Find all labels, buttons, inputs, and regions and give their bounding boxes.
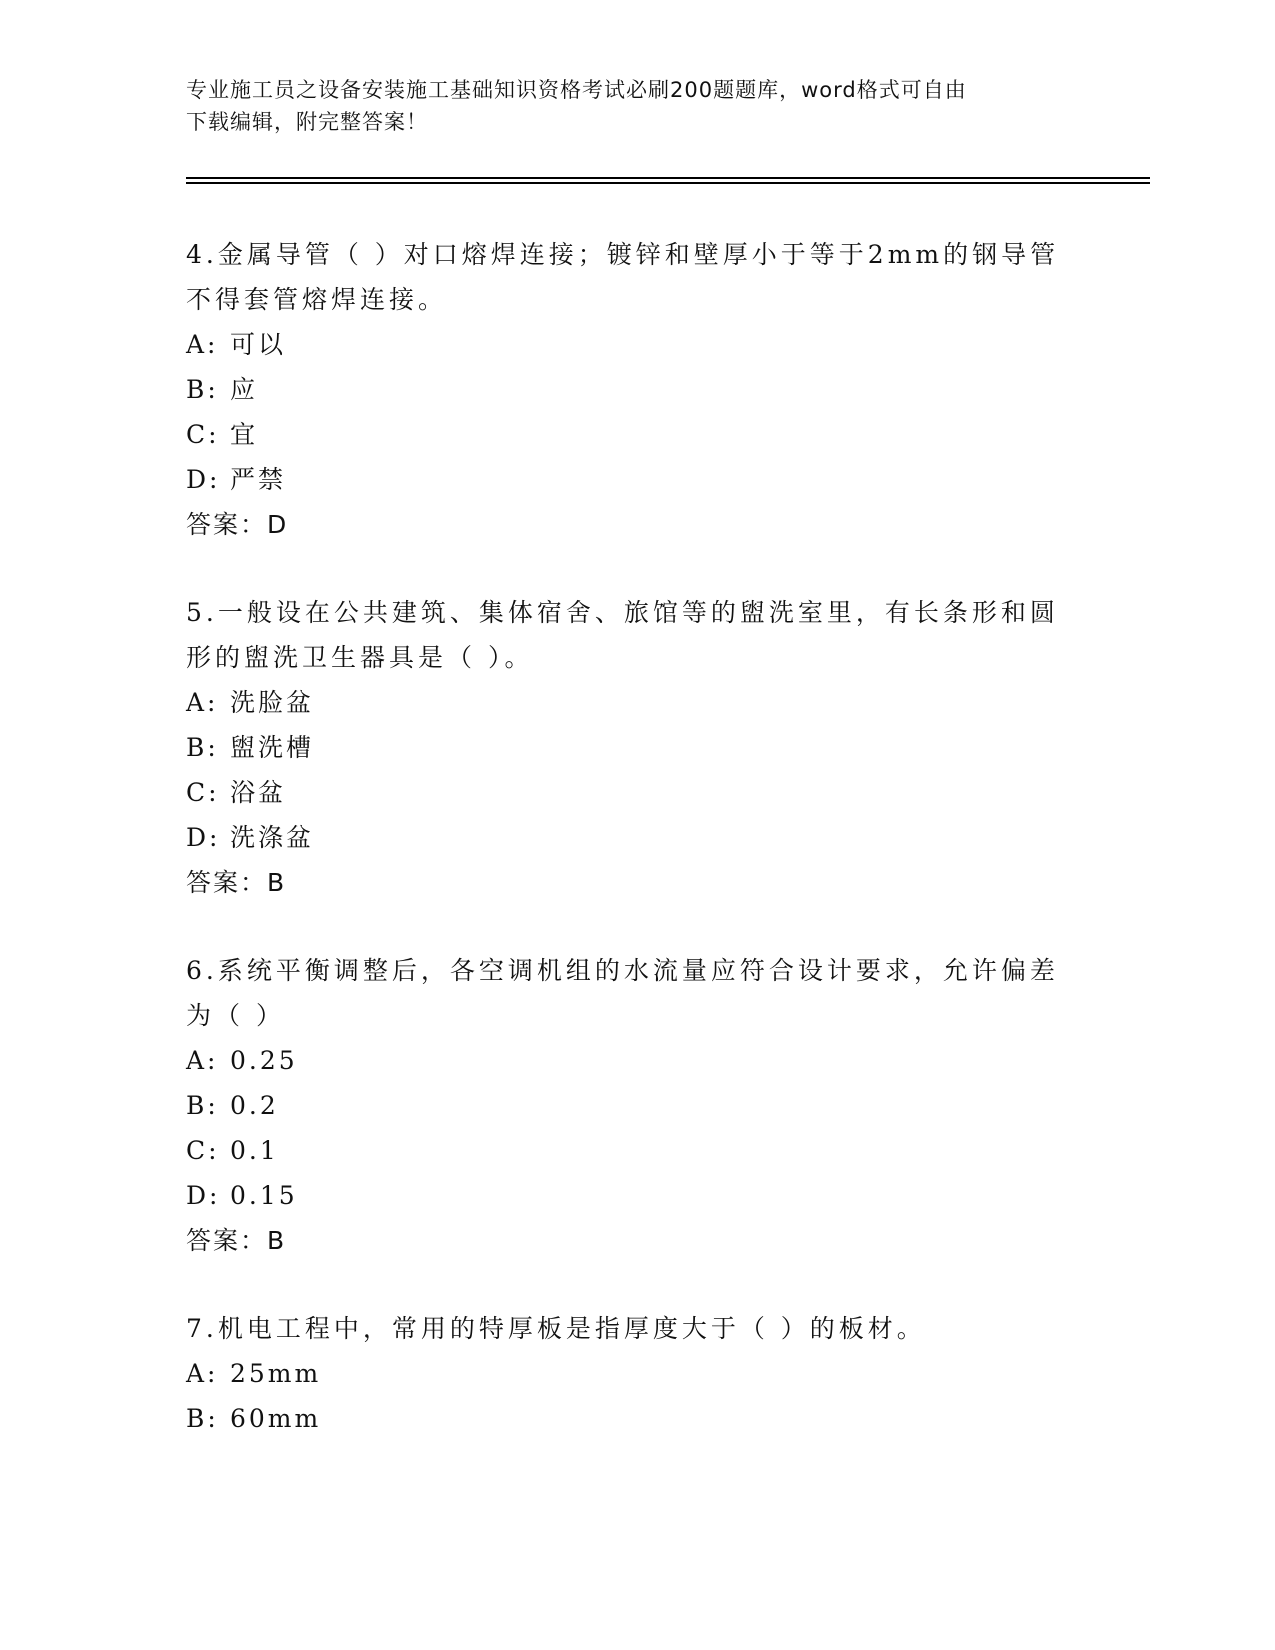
option-text: 0.25 — [230, 1046, 298, 1075]
question-stem: 4.金属导管（ ）对口熔焊连接；镀锌和壁厚小于等于2mm的钢导管不得套管熔焊连接。 — [186, 240, 1060, 314]
option-text: 0.2 — [230, 1091, 279, 1120]
option-text: 可以 — [230, 330, 287, 359]
option-d — [186, 1173, 1086, 1218]
option-key: C: — [186, 420, 220, 449]
option-key: C: — [186, 778, 220, 807]
question-6 — [186, 948, 1086, 1263]
question-7 — [186, 1306, 1086, 1441]
option-text: 宜 — [230, 420, 259, 449]
option-text: 盥洗槽 — [230, 733, 315, 762]
option-a — [186, 1038, 1086, 1083]
option-text: 浴盆 — [230, 778, 287, 807]
option-c — [186, 412, 1086, 457]
option-b — [186, 725, 1086, 770]
question-list — [186, 232, 1086, 1484]
option-text: 洗涤盆 — [230, 823, 315, 852]
question-stem: 7.机电工程中，常用的特厚板是指厚度大于（ ）的板材。 — [186, 1314, 926, 1343]
option-key: A: — [186, 1046, 219, 1075]
option-text: 0.1 — [230, 1136, 279, 1165]
option-text: 25mm — [230, 1359, 322, 1388]
option-b — [186, 367, 1086, 412]
question-5 — [186, 590, 1086, 905]
header-title-line1: 专业施工员之设备安装施工基础知识资格考试必刷200题题库，word格式可自由 — [186, 78, 967, 102]
answer: 答案：B — [186, 868, 287, 897]
option-a — [186, 680, 1086, 725]
option-b — [186, 1396, 1086, 1441]
header-title-line2: 下载编辑，附完整答案！ — [186, 110, 428, 134]
option-key: B: — [186, 375, 219, 404]
answer: 答案：B — [186, 1226, 287, 1255]
option-text: 0.15 — [230, 1181, 298, 1210]
option-key: A: — [186, 688, 219, 717]
answer: 答案：D — [186, 510, 289, 539]
question-stem: 6.系统平衡调整后，各空调机组的水流量应符合设计要求，允许偏差为（ ） — [186, 956, 1059, 1030]
question-4 — [186, 232, 1086, 547]
document-header — [186, 74, 1066, 138]
option-a — [186, 322, 1086, 367]
header-divider-top — [186, 177, 1150, 179]
option-d — [186, 457, 1086, 502]
option-key: D: — [186, 1181, 221, 1210]
option-key: C: — [186, 1136, 220, 1165]
question-stem: 5.一般设在公共建筑、集体宿舍、旅馆等的盥洗室里，有长条形和圆形的盥洗卫生器具是（ ）。 — [186, 598, 1059, 672]
option-key: A: — [186, 330, 219, 359]
option-text: 60mm — [230, 1404, 322, 1433]
option-c — [186, 770, 1086, 815]
option-key: A: — [186, 1359, 219, 1388]
option-key: B: — [186, 1091, 219, 1120]
option-key: D: — [186, 823, 221, 852]
option-a — [186, 1351, 1086, 1396]
option-key: B: — [186, 1404, 219, 1433]
option-c — [186, 1128, 1086, 1173]
option-text: 应 — [230, 375, 259, 404]
option-text: 严禁 — [230, 465, 287, 494]
option-key: B: — [186, 733, 219, 762]
option-b — [186, 1083, 1086, 1128]
option-text: 洗脸盆 — [230, 688, 315, 717]
header-divider-bottom — [186, 182, 1150, 184]
option-key: D: — [186, 465, 221, 494]
option-d — [186, 815, 1086, 860]
